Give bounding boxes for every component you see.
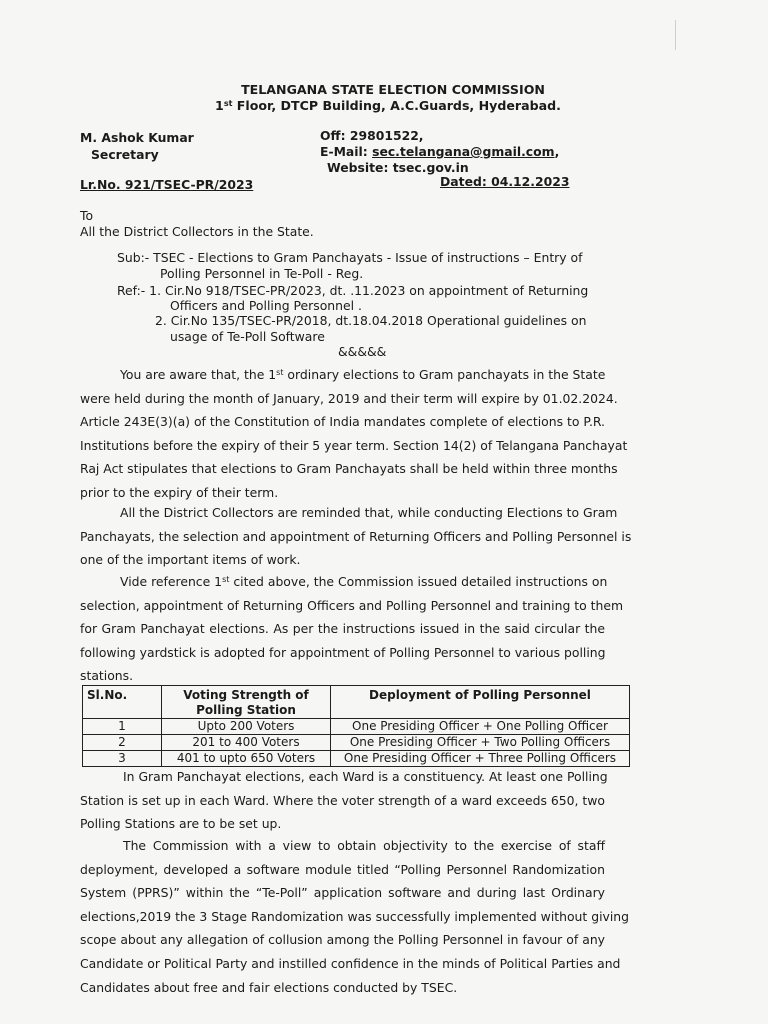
- para1-line: You are aware that, the 1st ordinary elections to Gram panchayats in the State: [120, 367, 606, 382]
- para3-line: for Gram Panchayat elections. As per the instructions issued in the said circular the: [80, 621, 605, 637]
- para1-line: Raj Act stipulates that elections to Gram Panchayats shall be held within three months: [80, 461, 618, 477]
- header-voting-strength: Voting Strength of Polling Station: [162, 686, 331, 719]
- email-line: E-Mail: sec.telangana@gmail.com,: [320, 144, 560, 159]
- para5-line: elections,2019 the 3 Stage Randomization was successfully implemented without giving: [80, 908, 630, 924]
- reference-1: Ref:- 1. Cir.No 918/TSEC-PR/2023, dt. .11.2023 on appointment of Returning: [117, 283, 589, 298]
- para2-line: All the District Collectors are reminded that, while conducting Elections to Gram: [120, 505, 618, 520]
- para3-line: Vide reference 1st cited above, the Commission issued detailed instructions on: [120, 574, 608, 589]
- para1-line: Article 243E(3)(a) of the Constitution of India mandates complete of elections to P.R.: [80, 414, 605, 430]
- office-phone: Off: 29801522,: [320, 128, 424, 143]
- para5-line: deployment, developed a software module titled “Polling Personnel Randomization: [80, 861, 605, 877]
- header-slno: Sl.No.: [83, 686, 162, 719]
- paragraph-4: [80, 765, 608, 836]
- letter-date: Dated: 04.12.2023: [440, 174, 570, 189]
- para1-line: prior to the expiry of their term.: [80, 484, 279, 500]
- letterhead: [0, 82, 768, 114]
- letter-reference: Lr.No. 921/TSEC-PR/2023: [80, 177, 254, 192]
- reference-1-cont: Officers and Polling Personnel .: [170, 298, 362, 313]
- recipient: All the District Collectors in the State.: [80, 224, 314, 239]
- table-row: [83, 719, 630, 735]
- para2-line: one of the important items of work.: [80, 552, 301, 568]
- to-label: To: [80, 208, 94, 223]
- cell-deployment: One Presiding Officer + Two Polling Officers: [331, 735, 630, 751]
- cell-voting-strength: 201 to 400 Voters: [162, 735, 331, 751]
- para4-line: Station is set up in each Ward. Where the voter strength of a ward exceeds 650, two: [80, 792, 605, 808]
- email-link[interactable]: sec.telangana@gmail.com: [372, 144, 555, 159]
- para5-line: Candidate or Political Party and instilled confidence in the minds of Political Parties and: [80, 955, 621, 971]
- para5-line: scope about any allegation of collusion among the Polling Personnel in favour of any: [80, 932, 605, 948]
- paragraph-3: [80, 570, 624, 688]
- sender-designation: Secretary: [91, 147, 159, 162]
- separator: &&&&&: [338, 344, 387, 359]
- paragraph-1: [80, 363, 628, 505]
- website-line: Website: tsec.gov.in: [327, 160, 469, 175]
- paragraph-5: [80, 834, 630, 999]
- polling-personnel-table: [82, 685, 630, 767]
- cell-slno: 1: [83, 719, 162, 735]
- para4-line: Polling Stations are to be set up.: [80, 816, 282, 832]
- scan-edge-mark: [675, 20, 676, 50]
- cell-slno: 2: [83, 735, 162, 751]
- para1-line: Institutions before the expiry of their 5 year term. Section 14(2) of Telangana Panchayat: [80, 437, 628, 453]
- para2-line: Panchayats, the selection and appointment of Returning Officers and Polling Personnel is: [80, 528, 632, 544]
- reference-2: 2. Cir.No 135/TSEC-PR/2018, dt.18.04.2018 Operational guidelines on: [155, 313, 587, 328]
- para3-line: stations.: [80, 668, 134, 684]
- paragraph-2: [80, 501, 632, 572]
- cell-voting-strength: Upto 200 Voters: [162, 719, 331, 735]
- subject-line-2: Polling Personnel in Te-Poll - Reg.: [160, 266, 364, 281]
- para5-line: System (PPRS)” within the “Te-Poll” application software and during last Ordinary: [80, 885, 605, 901]
- reference-2-cont: usage of Te-Poll Software: [170, 329, 325, 344]
- para3-line: following yardstick is adopted for appointment of Polling Personnel to various polling: [80, 644, 606, 660]
- para5-line: The Commission with a view to obtain objectivity to the exercise of staff: [123, 838, 605, 853]
- header-deployment: Deployment of Polling Personnel: [331, 686, 630, 719]
- sender-name: M. Ashok Kumar: [80, 130, 194, 145]
- subject-line-1: Sub:- TSEC - Elections to Gram Panchayats - Issue of instructions – Entry of: [117, 250, 583, 265]
- cell-voting-strength: 401 to upto 650 Voters: [162, 751, 331, 767]
- table-header-row: [83, 686, 630, 719]
- cell-deployment: One Presiding Officer + One Polling Officer: [331, 719, 630, 735]
- org-address: 1st Floor, DTCP Building, A.C.Guards, Hyderabad.: [215, 98, 561, 113]
- table-row: [83, 735, 630, 751]
- para3-line: selection, appointment of Returning Officers and Polling Personnel and training to them: [80, 597, 624, 613]
- cell-deployment: One Presiding Officer + Three Polling Officers: [331, 751, 630, 767]
- cell-slno: 3: [83, 751, 162, 767]
- para1-line: were held during the month of January, 2019 and their term will expire by 01.02.2024.: [80, 390, 618, 406]
- para5-line: Candidates about free and fair elections conducted by TSEC.: [80, 979, 458, 995]
- org-name: TELANGANA STATE ELECTION COMMISSION: [241, 82, 545, 97]
- para4-line: In Gram Panchayat elections, each Ward is a constituency. At least one Polling: [123, 769, 608, 784]
